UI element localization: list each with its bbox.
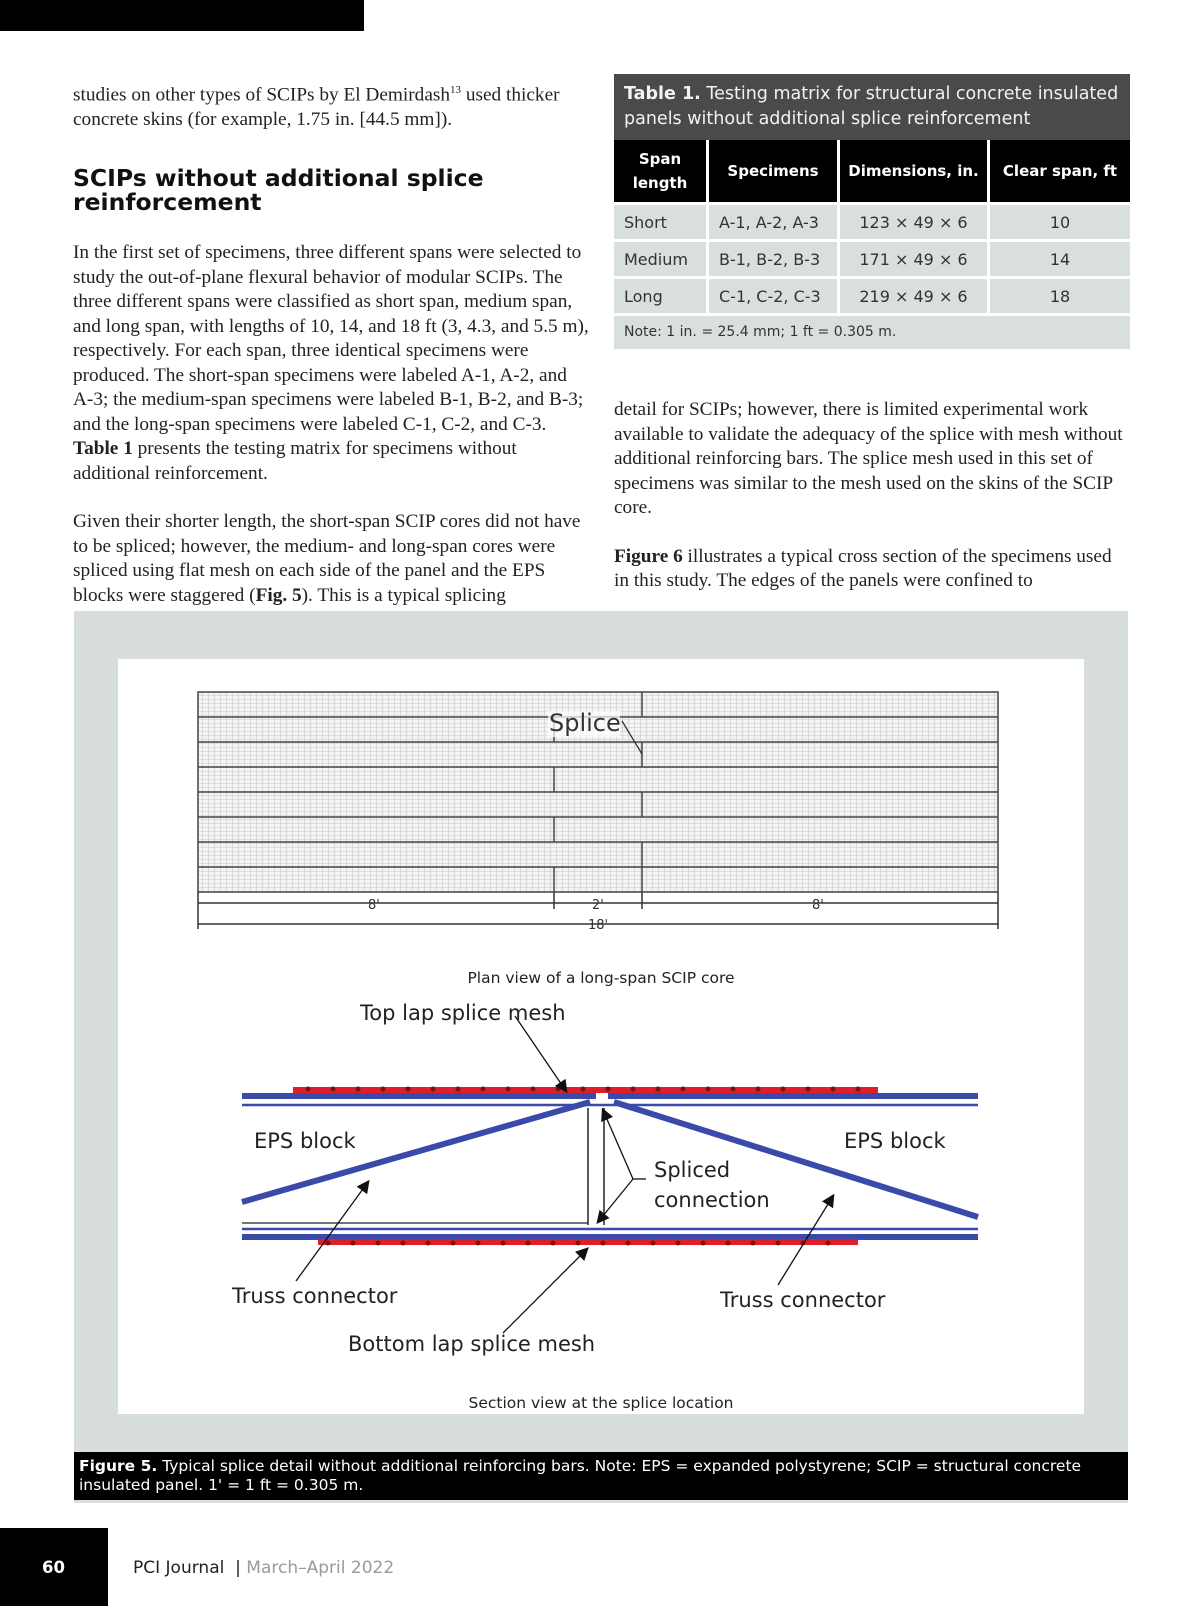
table-cell: 171 × 49 × 6: [839, 241, 989, 278]
para4-text: illustrates a typical cross section of the specimens used in this study. The edges of the panels were confined to: [614, 545, 1112, 591]
paragraph-2: [73, 510, 589, 608]
right-column: [614, 398, 1129, 618]
spliced-label-line2: connection: [654, 1188, 770, 1212]
table-row: [614, 204, 1130, 241]
journal-footer: [133, 1558, 394, 1578]
table-1: [614, 74, 1130, 349]
para2-text-b: ). This is a typical splicing: [301, 584, 506, 606]
bottom-mesh-label: Bottom lap splice mesh: [348, 1332, 596, 1356]
intro-text: studies on other types of SCIPs by El Demirdash: [73, 84, 451, 106]
truss-connector-left-label: Truss connector: [232, 1284, 398, 1308]
paragraph-3: detail for SCIPs; however, there is limited experimental work available to validate the adequacy of the splice with mesh without additional reinforcing bars. The splice mesh used in this set of specimens was similar to the mesh used on the skins of the SCIP core.: [614, 399, 1123, 518]
section-view-caption: Section view at the splice location: [468, 1394, 734, 1412]
table-caption-label: Table 1.: [624, 84, 701, 104]
footer-separator: |: [235, 1558, 241, 1578]
plan-view-caption: Plan view of a long-span SCIP core: [467, 969, 735, 987]
splice-label: Splice: [549, 709, 621, 737]
col-header-span-length: Span length: [614, 140, 708, 204]
table-cell: A-1, A-2, A-3: [708, 204, 839, 241]
table-note: Note: 1 in. = 25.4 mm; 1 ft = 0.305 m.: [614, 313, 1130, 349]
issue-date: March–April 2022: [246, 1558, 395, 1578]
section-view: [231, 1001, 978, 1356]
dim-left-label: 8': [368, 898, 380, 913]
table-cell: B-1, B-2, B-3: [708, 241, 839, 278]
eps-block-left-label: EPS block: [254, 1129, 356, 1153]
figure-caption-text: Typical splice detail without additional reinforcing bars. Note: EPS = expanded polystyrene; SCIP = structural concrete insulated panel. 1' = 1 ft = 0.305 m.: [79, 1457, 1082, 1494]
left-column: [73, 78, 589, 632]
table-cell: Medium: [614, 241, 708, 278]
truss-connector-right-label: Truss connector: [720, 1288, 886, 1312]
table-caption-text: Testing matrix for structural concrete insulated panels without additional splice reinforcement: [624, 84, 1119, 129]
table-caption: [614, 74, 1130, 140]
paragraph-1: [73, 241, 589, 486]
col-header-specimens: Specimens: [708, 140, 839, 204]
dim-total-label: 18': [588, 918, 609, 933]
table-cell: Long: [614, 278, 708, 314]
para1-text-b: presents the testing matrix for specimens without additional reinforcement.: [73, 438, 517, 484]
section-heading: SCIPs without additional splice reinforcement: [73, 164, 484, 217]
header-bar: [0, 0, 364, 31]
figure-5: [74, 611, 1128, 1503]
spliced-label-line1: Spliced: [654, 1158, 731, 1182]
intro-paragraph: [73, 78, 589, 132]
intro-tail: used thicker concrete skins (for example, 1.75 in. [44.5 mm]).: [73, 84, 560, 130]
figure-caption-label: Figure 5.: [79, 1457, 158, 1475]
fig-5-ref[interactable]: Fig. 5: [255, 584, 302, 606]
fig-6-ref[interactable]: Figure 6: [614, 545, 683, 567]
table-header-row: [614, 140, 1130, 204]
journal-name: PCI Journal: [133, 1558, 225, 1578]
table-cell: 219 × 49 × 6: [839, 278, 989, 314]
table-1-ref[interactable]: Table 1: [73, 438, 133, 460]
testing-matrix-table: [614, 140, 1130, 313]
table-cell: 18: [989, 278, 1131, 314]
dim-right-label: 8': [812, 898, 824, 913]
col-header-clear-span: Clear span, ft: [989, 140, 1131, 204]
dim-mid-label: 2': [592, 898, 604, 913]
para1-text-a: In the first set of specimens, three different spans were selected to study the out-of-plane flexural behavior of modular SCIPs. The three different spans were classified as short span, medium span, and long span, with lengths of 10, 14, and 18 ft (3, 4.3, and 5.5 m), respectively. For each span, three identical specimens were produced. The short-span specimens were labeled A-1, A-2, and A-3; the medium-span specimens were labeled B-1, B-2, and B-3; and the long-span specimens were labeled C-1, C-2, and C-3.: [73, 242, 589, 435]
eps-block-right-label: EPS block: [844, 1129, 946, 1153]
plan-view: [198, 692, 998, 933]
para2-text-a: Given their shorter length, the short-span SCIP cores did not have to be spliced; however, the medium- and long-span cores were spliced using flat mesh on each side of the panel and the EPS blocks were staggered (: [73, 511, 581, 606]
figure-drawing: [118, 659, 1084, 1414]
intro-ref: 13: [450, 84, 462, 96]
col-header-dimensions: Dimensions, in.: [839, 140, 989, 204]
table-cell: Short: [614, 204, 708, 241]
table-cell: 10: [989, 204, 1131, 241]
table-cell: C-1, C-2, C-3: [708, 278, 839, 314]
figure-caption: [74, 1452, 1128, 1500]
page-number: 60: [42, 1558, 65, 1577]
table-cell: 123 × 49 × 6: [839, 204, 989, 241]
paragraph-4: [614, 545, 1129, 594]
mesh-wires: [306, 1087, 861, 1246]
top-mesh-label: Top lap splice mesh: [360, 1001, 566, 1025]
figure-panel: [118, 659, 1084, 1414]
table-row: [614, 278, 1130, 314]
table-cell: 14: [989, 241, 1131, 278]
table-row: [614, 241, 1130, 278]
